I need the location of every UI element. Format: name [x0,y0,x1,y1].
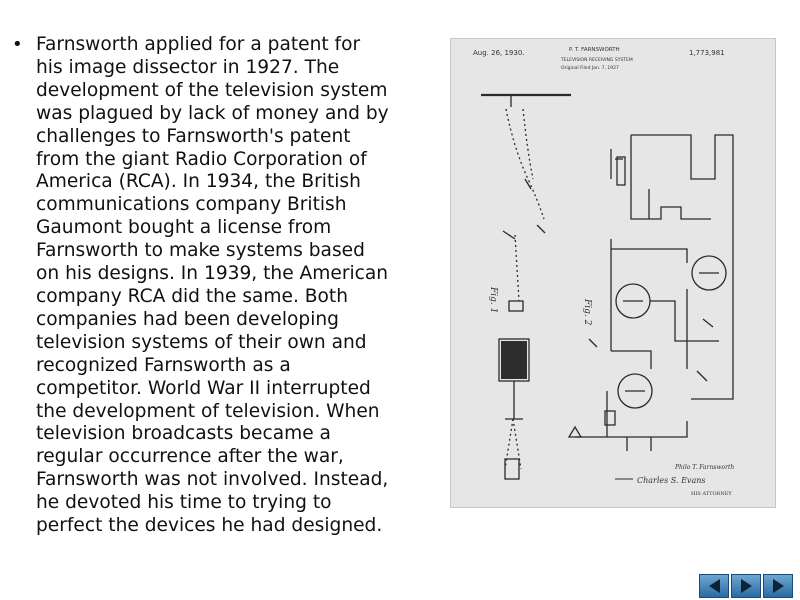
next-slide-button[interactable] [731,574,761,598]
text-line: company RCA did the same. Both [36,285,348,307]
text-line: from the giant Radio Corporation of [36,148,367,170]
text-line: Gaumont bought a license from [36,217,332,239]
patent-subtitle: TELEVISION RECEIVING SYSTEM [561,58,633,63]
patent-drawing-image [450,38,776,508]
fig1-label: Fig. 1 [488,287,498,314]
fig2-label: Fig. 2 [582,299,592,326]
text-line: his image dissector in 1927. The [36,56,340,78]
slide-navigation [699,574,797,598]
patent-attorney-label: HIS ATTORNEY [691,491,732,497]
bullet-text [36,34,436,538]
text-line: Farnsworth applied for a patent for [36,34,361,55]
patent-filed: Original Filed Jan. 7, 1927 [561,66,619,71]
text-line: recognized Farnsworth as a [36,354,291,376]
text-line: perfect the devices he had designed. [36,515,383,537]
text-line: development of the television system [36,79,388,101]
patent-inventor: P. T. FARNSWORTH [569,47,620,53]
previous-slide-button[interactable] [699,574,729,598]
triangle-right-icon [773,579,784,593]
patent-number: 1,773,981 [689,49,725,57]
patent-drawing [451,39,775,507]
text-line: companies had been developing [36,308,339,330]
text-line: the development of television. When [36,400,380,422]
text-line: challenges to Farnsworth's patent [36,125,351,147]
text-line: television systems of their own and [36,331,367,353]
text-line: he devoted his time to trying to [36,492,332,514]
fig2-drawing [569,135,733,451]
text-line: competitor. World War II interrupted [36,377,371,399]
text-line: Farnsworth was not involved. Instead, [36,469,389,491]
text-line: America (RCA). In 1934, the British [36,171,361,193]
bullet-icon: • [12,34,23,55]
text-line: regular occurrence after the war, [36,446,344,468]
text-line: communications company British [36,194,347,216]
triangle-right-icon [741,579,752,593]
text-line: television broadcasts became a [36,423,331,445]
text-line: was plagued by lack of money and by [36,102,389,124]
fig1-tube [501,341,527,379]
triangle-left-icon [709,579,720,593]
text-line: Farnsworth to make systems based [36,240,365,262]
slide-nav-button[interactable] [763,574,793,598]
patent-attorney-signature: Charles S. Evans [637,476,706,485]
patent-inventor-signature: Philo T. Farnsworth [675,464,735,471]
text-line: on his designs. In 1939, the American [36,263,389,285]
patent-date: Aug. 26, 1930. [473,49,525,57]
